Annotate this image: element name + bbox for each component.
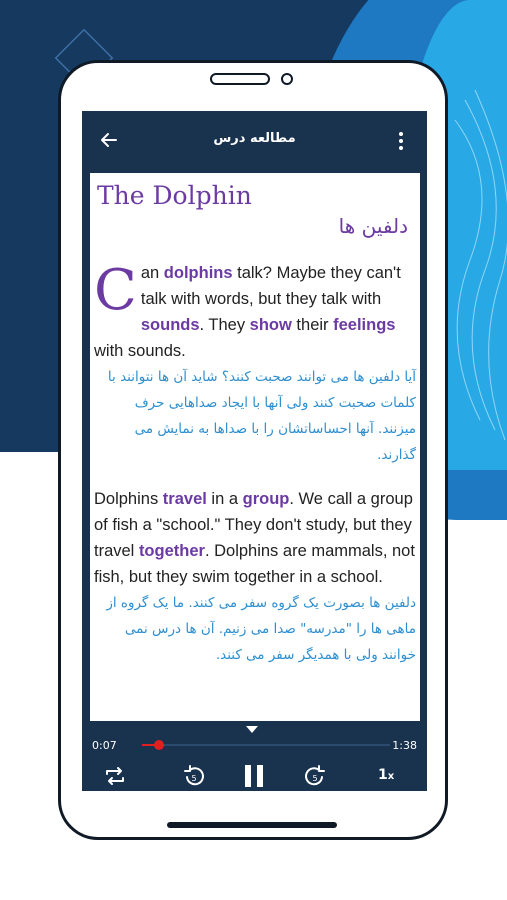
forward-5-icon[interactable]: [304, 763, 326, 789]
text: Dolphins: [94, 490, 163, 508]
seek-track[interactable]: [142, 744, 390, 746]
vocab-word[interactable]: sounds: [140, 316, 200, 334]
text: their: [291, 316, 334, 334]
text: with sounds.: [94, 342, 186, 360]
phone-home-bar: [167, 822, 337, 828]
svg-text:5: 5: [312, 774, 318, 783]
lesson-content[interactable]: [90, 173, 420, 721]
app-screen: [82, 111, 427, 791]
vocab-word[interactable]: show: [249, 316, 292, 334]
vocab-word[interactable]: group: [242, 490, 290, 508]
phone-speaker: [210, 73, 270, 85]
drop-cap: C: [94, 258, 137, 323]
page-title: مطالعه درس: [213, 131, 296, 146]
repeat-icon[interactable]: [104, 763, 126, 789]
paragraph-1-translation: آیا دلفین ها می توانند صحبت کنند؟ شاید آن ها نتوانند با کلمات صحبت کنند ولی آنها با ایجاد صداهایی حرف میزنند. آنها احساساتشان را با صداها به نمایش می گذارند.: [107, 369, 416, 463]
text: . We call a group of fish a "school." They don't study, but they travel: [94, 490, 413, 560]
more-vert-icon[interactable]: [392, 129, 410, 153]
speed-suffix: x: [387, 771, 395, 782]
lesson-title-en: The Dolphin: [97, 181, 252, 210]
phone-camera: [281, 73, 293, 85]
rewind-5-icon[interactable]: [183, 763, 205, 789]
app-bar: [82, 111, 427, 173]
text: . Dolphins are mammals, not fish, but they swim together in a school.: [94, 542, 415, 586]
text: an: [140, 264, 164, 282]
playback-speed-button[interactable]: [378, 767, 394, 783]
paragraph-2-translation: دلفین ها بصورت یک گروه سفر می کنند. ما یک گروه از ماهی ها را "مدرسه" صدا می زنیم. آن ها درس نمی خوانند ولی با همدیگر سفر می کنند.: [106, 595, 416, 663]
vocab-word[interactable]: dolphins: [163, 264, 233, 282]
vocab-word[interactable]: feelings: [333, 316, 396, 334]
text: talk? Maybe they can't talk with words, but they talk with: [140, 264, 401, 308]
current-time: 0:07: [92, 739, 117, 752]
seek-thumb[interactable]: [154, 740, 164, 750]
vocab-word[interactable]: travel: [162, 490, 207, 508]
vocab-word[interactable]: together: [138, 542, 205, 560]
svg-text:5: 5: [191, 774, 197, 783]
total-time: 1:38: [392, 739, 417, 752]
text: in a: [206, 490, 243, 508]
text: . They: [199, 316, 250, 334]
expand-down-icon[interactable]: [246, 726, 258, 733]
paragraph-1-en: [94, 260, 416, 364]
pause-icon[interactable]: [242, 763, 266, 789]
paragraph-2-en: [94, 486, 416, 590]
speed-value: 1: [378, 767, 388, 783]
lesson-title-fa: دلفین ها: [338, 214, 408, 238]
